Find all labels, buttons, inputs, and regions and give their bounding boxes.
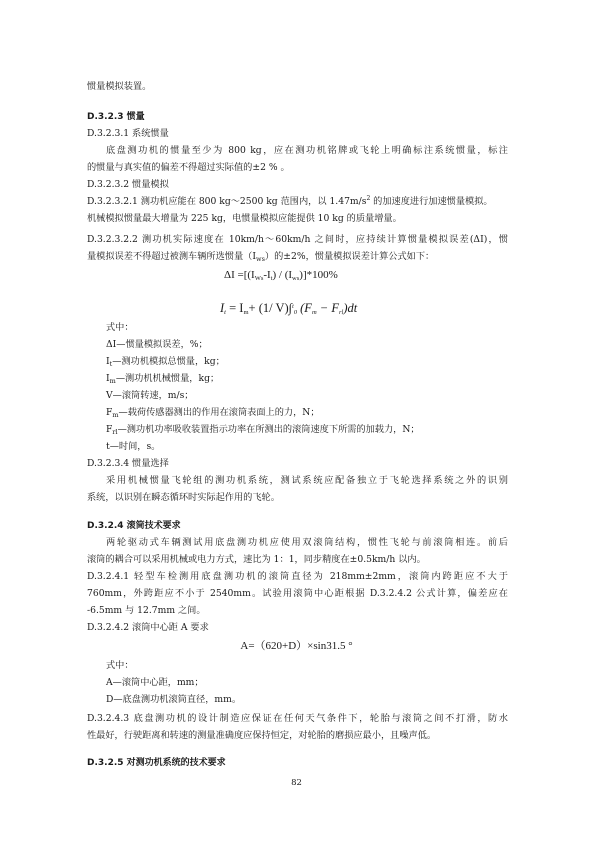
definition-item: V—滚筒转速，m/s； [106,390,194,401]
section-heading: D.3.2.5 对测功机系统的技术要求 [87,758,226,768]
formula-inertia-error: $\Delta I =[(I_{Ws}-I_t) / (I_{ws})]*100\%$ [224,269,338,282]
text-line: 量模拟误差不得超过被测车辆所选惯量$(I_{ws})$的±2%，惯量模拟误差计算公式如下： [87,251,435,263]
section-heading: D.3.2.4 滚筒技术要求 [87,521,181,531]
subsection-heading: D.3.2.3.1 系统惯量 [87,128,169,139]
text-line: 两轮驱动式车辆测试用底盘测功机应使用双滚筒结构，惯性飞轮与前滚筒相连。前后 [106,537,508,548]
text-line: D.3.2.4.3 底盘测功机的设计制造应保证在任何天气条件下，轮胎与滚筒之间不打滑，防水 [87,713,508,724]
text-line: 性最好，行驶距离和转速的测量准确度应保持恒定，对轮胎的磨损应最小，且噪声低。 [87,730,437,741]
text-line: 滚筒的耦合可以采用机械或电力方式，速比为 1：1，同步精度在±0.5km/h 以内。 [87,554,426,565]
definition-item: $I_m—$测功机机械惯量，kg； [106,373,220,385]
text-line: 机械模拟惯量最大增量为 225 kg，电惯量模拟应能提供 10 kg 的质量增量。 [87,213,402,224]
definition-item: A—滚筒中心距，mm； [106,677,204,688]
definition-item: $F_{rl}—$测功机功率吸收装置指示功率在所测出的滚筒速度下所需的加载力，N； [106,424,420,436]
definition-item: t—时间，s。 [106,441,161,452]
text-line: 系统，以识别在瞬态循环时实际起作用的飞轮。 [87,492,280,503]
definition-item: D—底盘测功机滚筒直径，mm。 [106,694,242,705]
text-line: 惯量模拟装置。 [87,81,152,92]
subsection-heading: D.3.2.3.2 惯量模拟 [87,179,169,190]
text-line: 760mm，外跨距应不小于 2540mm。试验用滚筒中心距根据 D.3.2.4.2 公式计算，偏差应在 [87,588,508,599]
text-line: D.3.2.4.1 轻型车检测用底盘测功机的滚筒直径为 218mm±2mm，滚筒内跨距应不大于 [87,571,508,582]
definition-item: $I_t—$测功机模拟总惯量，kg； [106,356,225,368]
page-number: 82 [291,778,302,788]
text-line: 底盘测功机的惯量至少为 800 kg，应在测功机铭牌或飞轮上明确标注系统惯量，标注 [106,145,508,156]
formula-roller-distance: A=（620+D）×sin31.5 ° [240,640,353,652]
text-line: -6.5mm 与 12.7mm 之间。 [87,605,206,616]
text-line: 式中： [106,660,134,671]
subsection-heading: D.3.2.3.4 惯量选择 [87,458,169,469]
definition-item: ΔI—惯量模拟误差，%； [106,339,208,350]
section-heading: D.3.2.3 惯量 [87,112,145,122]
text-line: 采用机械惯量飞轮组的测功机系统，测试系统应配备独立于飞轮选择系统之外的识别 [106,475,508,486]
text-line: D.3.2.3.2.2 测功机实际速度在 10km/h～60km/h 之间时，应持续计算惯量模拟误差(ΔI)，惯 [87,234,508,245]
text-line: 的惯量与真实值的偏差不得超过实际值的±2 % 。 [87,162,290,173]
formula-total-inertia: $I_t = I_m+ (1/$ V)∫$^t_0$ $(F_m - F_{rl})dt$ [220,301,358,316]
text-line: 式中： [106,322,134,333]
subsection-heading: D.3.2.4.2 滚筒中心距 A 要求 [87,622,209,633]
text-line: D.3.2.3.2.1 测功机应能在 800 kg～2500 kg 范围内，以 $1.47m/s^2$ 的加速度进行加速惯量模拟。 [87,195,493,207]
definition-item: $F_m—$载荷传感器测出的作用在滚筒表面上的力，N； [106,407,320,419]
